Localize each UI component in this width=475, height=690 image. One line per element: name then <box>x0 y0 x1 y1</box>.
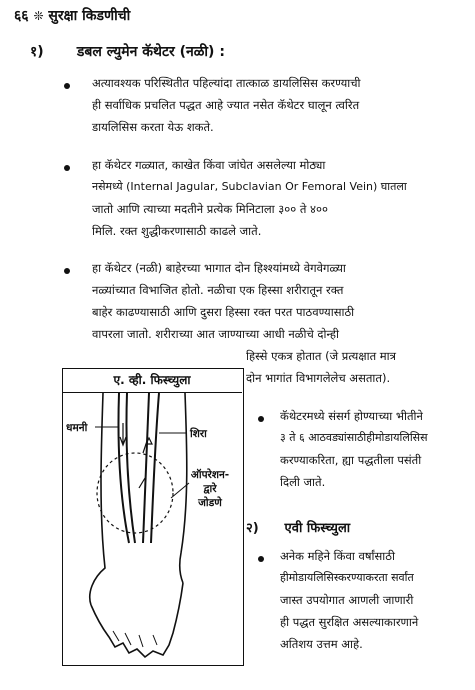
section-1-number: १) <box>30 44 44 60</box>
bullet-dot-icon <box>64 165 70 171</box>
bullet-3-line: वापरला जातो. शरीराच्या आत जाण्याच्या आधी नळीचे दोन्ही <box>92 327 340 341</box>
label-operation-line: द्वारे <box>203 483 217 495</box>
bullet-2-line: मिलि. रक्त शुद्धीकरणासाठी काढले जाते. <box>92 224 262 238</box>
bullet-4-line: दिली जाते. <box>280 475 326 489</box>
section-2-number: २) <box>246 521 259 536</box>
bullet-3-line: नळ्यांच्यात विभाजित होतो. नळीचा एक हिस्सा शरीरातून रक्त <box>92 283 344 297</box>
bullet-5-paragraph <box>280 545 418 655</box>
bullet-2-line: जातो आणि त्याच्या मदतीने प्रत्येक मिनिटाला ३०० ते ४०० <box>92 202 329 216</box>
page-number: ६६ <box>14 8 29 24</box>
vein-line <box>143 393 149 543</box>
bullet-dot-icon <box>258 556 264 562</box>
bullet-dot-icon <box>64 83 70 89</box>
bullet-4-line: ३ ते ६ आठवड्यांसाठीहीमोडायलिसिस <box>280 431 428 444</box>
label-operation-line: ऑपरेशन- <box>190 469 230 481</box>
bullet-3-line: बाहेर काढण्यासाठी आणि दुसरा हिस्सा रक्त परत पाठवण्यासाठी <box>92 305 355 319</box>
section-2-title: एवी फिस्च्युला <box>284 521 351 536</box>
bullet-1-line: ही सर्वाधिक प्रचलित पद्धत आहे ज्यात नसेत कॅथेटर घालून त्वरित <box>92 98 360 112</box>
bullet-5-line: हीमोडायलिसिस्करण्याकरता सर्वांत <box>280 571 414 584</box>
vein-line <box>151 393 159 543</box>
page-header <box>14 6 130 25</box>
bullet-5-line: अनेक महिने किंवा वर्षांसाठी <box>280 549 395 563</box>
bullet-2-paragraph <box>92 154 407 242</box>
section-1-title: डबल ल्युमेन कॅथेटर (नळी) : <box>76 44 225 60</box>
star-icon: ❊ <box>33 9 44 23</box>
figure-title: ए. व्ही. फिस्च्युला <box>62 368 242 393</box>
bullet-1-paragraph <box>92 72 361 138</box>
label-vein: शिरा <box>190 428 207 440</box>
bullet-5-line: ही पद्धत सुरक्षित असल्याकारणाने <box>280 615 419 629</box>
bullet-3-line: हा कॅथेटर (नळी) बाहेरच्या भागात दोन हिश्श्यांमध्ये वेगवेगळ्या <box>92 261 346 275</box>
arm-illustration <box>63 393 241 663</box>
bullet-dot-icon <box>258 416 264 422</box>
bullet-3-line: हिस्से एकत्र होतात (जे प्रत्यक्षात मात्र <box>246 349 396 363</box>
artery-line <box>126 393 135 543</box>
bullet-dot-icon <box>64 268 70 274</box>
bullet-5-line: अतिशय उत्तम आहे. <box>280 637 363 651</box>
bullet-3-continuation <box>246 345 396 389</box>
header-title: सुरक्षा किडणीची <box>48 8 131 24</box>
label-artery: धमनी <box>66 422 88 434</box>
flow-arrow <box>120 423 126 445</box>
bullet-4-line: कॅथेटरमध्ये संसर्ग होण्याच्या भीतीने <box>280 409 423 423</box>
bullet-2-line: हा कॅथेटर गळ्यात, काखेत किंवा जांघेत असलेल्या मोठ्या <box>92 158 326 172</box>
bullet-3-paragraph <box>92 257 354 345</box>
bullet-1-line: अत्यावश्यक परिस्थितीत पहिल्यांदा तात्काळ डायलिसिस करण्याची <box>92 76 361 90</box>
section-2-heading <box>246 518 350 536</box>
bullet-3-line: दोन भागांत विभागलेलेच असतात). <box>246 371 391 385</box>
label-operation-line: जोडणे <box>198 497 222 509</box>
label-operation <box>180 468 240 510</box>
hand-outline <box>91 583 183 657</box>
anastomosis-circle <box>97 453 173 533</box>
section-1-heading <box>30 42 225 61</box>
bullet-4-paragraph <box>280 405 428 493</box>
bullet-2-line: नसेमध्ये (Internal Jagular, Subclavian Or Femoral Vein) घातला <box>92 180 407 193</box>
bullet-5-line: जास्त उपयोगात आणली जाणारी <box>280 593 414 607</box>
bullet-1-line: डायलिसिस करता येऊ शकते. <box>92 120 214 134</box>
bullet-4-line: करण्याकरिता, ह्या पद्धतीला पसंती <box>280 453 422 467</box>
